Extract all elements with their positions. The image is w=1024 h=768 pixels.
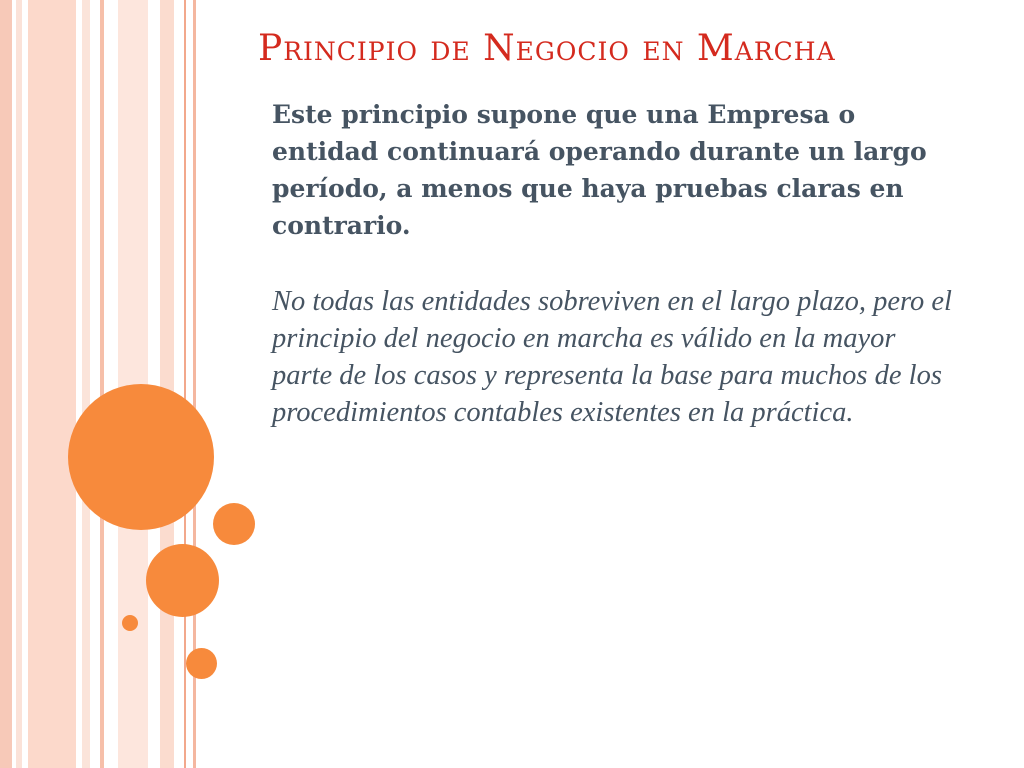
- decorative-stripe: [160, 0, 174, 768]
- decorative-stripe: [82, 0, 90, 768]
- decorative-line: [184, 0, 186, 768]
- paragraph-definition: Este principio supone que una Empresa o entidad continuará operando durante un largo período, a menos que haya pruebas claras en contrario.: [272, 100, 927, 240]
- paragraph-explanation: No todas las entidades sobreviven en el largo plazo, pero el principio del negocio en marcha es válido en la mayor parte de los casos y representa la base para muchos de los procedimientos contables existentes en la práctica.: [272, 286, 952, 428]
- decorative-circle-medium: [146, 544, 219, 617]
- decorative-stripe: [100, 0, 104, 768]
- decorative-stripe: [16, 0, 22, 768]
- decorative-circle-large: [68, 384, 214, 530]
- decorative-stripe: [0, 0, 12, 768]
- decorative-circle-small: [186, 648, 217, 679]
- slide-body: [272, 96, 972, 431]
- decorative-circle-small: [213, 503, 255, 545]
- decorative-circle-tiny: [122, 615, 138, 631]
- slide-title: Principio de Negocio en Marcha: [258, 28, 836, 69]
- decorative-stripe: [28, 0, 76, 768]
